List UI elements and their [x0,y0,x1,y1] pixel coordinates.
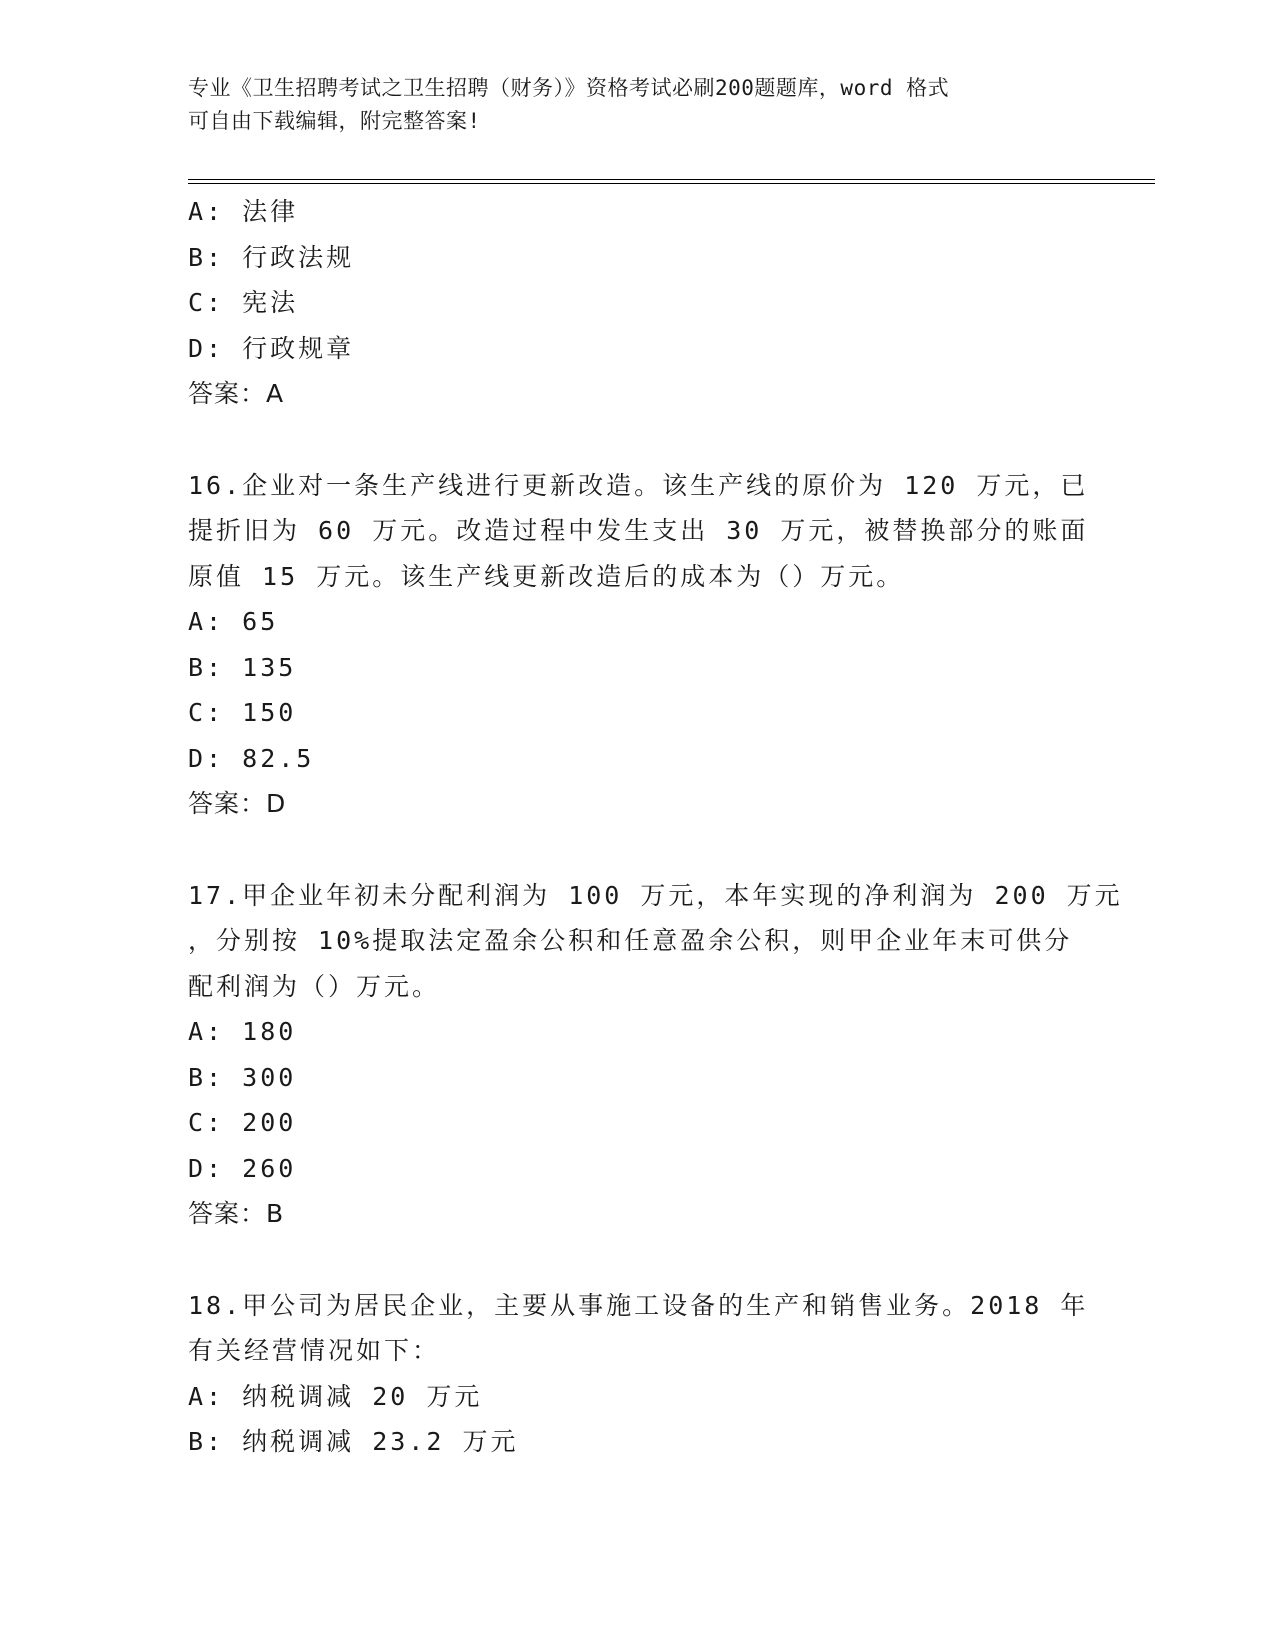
header-line-2: 可自由下载编辑，附完整答案! [188,109,481,133]
option-c: C: 150 [188,698,297,727]
question-text-line: 17.甲企业年初未分配利润为 100 万元，本年实现的净利润为 200 万元 [188,880,1123,910]
spacer [188,417,1088,463]
document-header [188,72,1088,138]
option-d: D: 行政规章 [188,333,355,363]
question-text-line: 16.企业对一条生产线进行更新改造。该生产线的原价为 120 万元，已 [188,470,1089,500]
question-text-line: 提折旧为 60 万元。改造过程中发生支出 30 万元，被替换部分的账面 [188,516,1089,545]
option-d: D: 260 [188,1153,297,1183]
question-16 [188,463,1088,827]
option-b: B: 300 [188,1062,297,1092]
option-c: C: 宪法 [188,288,299,317]
header-divider-bottom [188,183,1155,184]
option-b: B: 135 [188,652,297,682]
question-text-line: 原值 15 万元。该生产线更新改造后的成本为（）万元。 [188,561,905,591]
answer: 答案：B [188,1199,285,1228]
question-text-line: ，分别按 10%提取法定盈余公积和任意盈余公积，则甲企业年末可供分 [188,926,1073,955]
option-a: A: 65 [188,607,279,636]
question-text-line: 有关经营情况如下： [188,1336,441,1365]
question-text-line: 配利润为（）万元。 [188,971,441,1001]
question-text-line: 18.甲公司为居民企业，主要从事施工设备的生产和销售业务。2018 年 [188,1290,1089,1320]
question-15 [188,189,1088,417]
question-content [188,189,1123,1465]
option-a: A: 纳税调减 20 万元 [188,1381,483,1411]
spacer [188,827,1088,873]
option-d: D: 82.5 [188,743,315,773]
option-b: B: 行政法规 [188,242,355,272]
spacer [188,1237,1088,1283]
option-c: C: 200 [188,1108,297,1137]
option-a: A: 180 [188,1017,297,1046]
header-divider-top [188,179,1155,180]
question-17 [188,873,1123,1237]
header-line-1: 专业《卫生招聘考试之卫生招聘（财务）》资格考试必刷200题题库，word 格式 [188,76,950,100]
option-a: A: 法律 [188,197,299,226]
question-18 [188,1283,1088,1465]
answer: 答案：D [188,789,287,818]
option-b: B: 纳税调减 23.2 万元 [188,1427,519,1456]
answer: 答案：A [188,379,285,408]
